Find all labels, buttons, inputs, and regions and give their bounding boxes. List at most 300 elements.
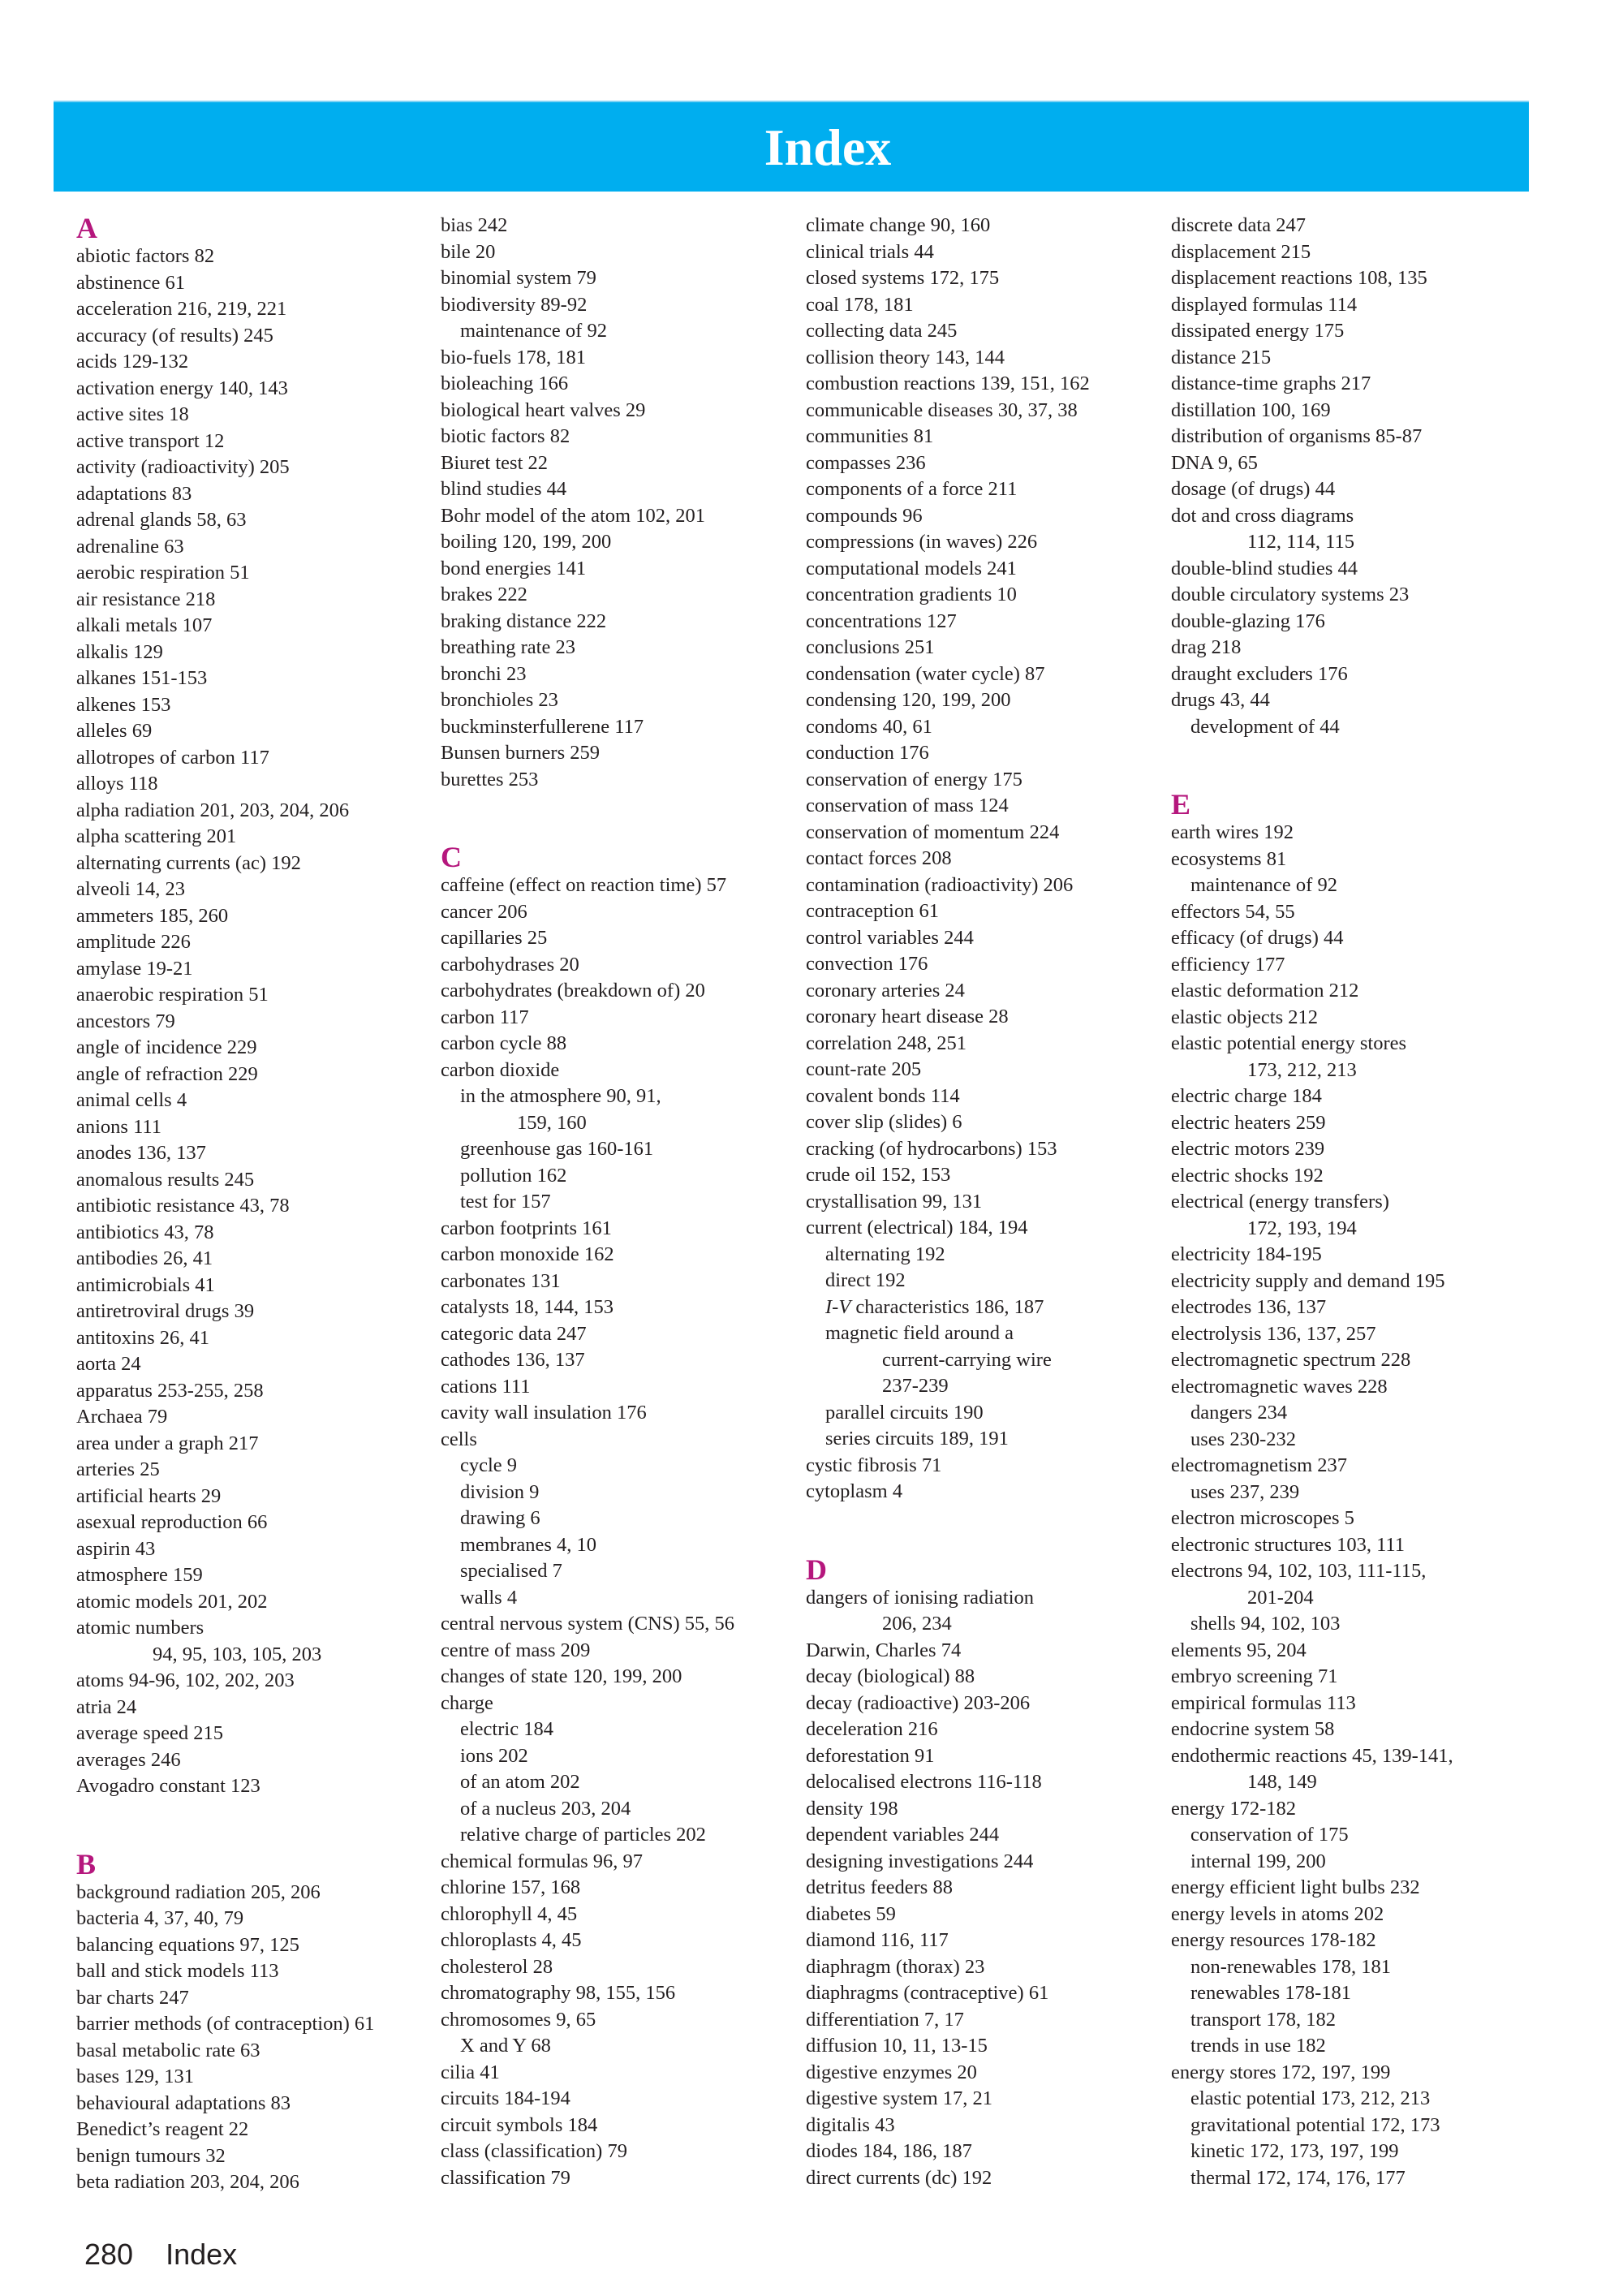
index-entry: distance-time graphs 217 <box>1171 373 1371 394</box>
index-entry: energy levels in atoms 202 <box>1171 1902 1384 1925</box>
index-entry: electricity supply and demand 195 <box>1171 1269 1445 1292</box>
index-entry: embryo screening 71 <box>1171 1665 1338 1687</box>
index-entry: drugs 43, 44 <box>1171 689 1270 711</box>
index-entry: angle of refraction 229 <box>76 1062 258 1085</box>
section-letter: E <box>1171 788 1191 821</box>
index-entry: bias 242 <box>441 214 508 236</box>
index-entry: diaphragms (contraceptive) 61 <box>806 1982 1049 2004</box>
index-subentry: transport 178, 182 <box>1190 2008 1336 2031</box>
index-subentry: ions 202 <box>460 1744 528 1767</box>
index-entry: breathing rate 23 <box>441 636 575 658</box>
index-entry: alkenes 153 <box>76 693 171 716</box>
index-entry: carbonates 131 <box>441 1269 561 1292</box>
index-subentry: renewables 178-181 <box>1190 1982 1351 2004</box>
index-entry: double circulatory systems 23 <box>1171 584 1410 605</box>
index-subentry: non-renewables 178, 181 <box>1190 1955 1391 1978</box>
index-entry: diabetes 59 <box>806 1902 896 1925</box>
index-subentry: cycle 9 <box>460 1454 518 1476</box>
index-entry: electromagnetic spectrum 228 <box>1171 1349 1411 1371</box>
index-entry: beta radiation 203, 204, 206 <box>76 2171 299 2193</box>
index-entry: carbon footprints 161 <box>441 1217 612 1239</box>
index-entry: Biuret test 22 <box>441 451 549 474</box>
index-entry: caffeine (effect on reaction time) 57 <box>441 874 727 896</box>
index-entry: benign tumours 32 <box>76 2144 226 2167</box>
index-entry: electrical (energy transfers) <box>1171 1191 1389 1213</box>
index-entry: covalent bonds 114 <box>806 1084 960 1107</box>
index-entry: compressions (in waves) 226 <box>806 531 1038 553</box>
index-entry: double-glazing 176 <box>1171 610 1325 632</box>
index-subentry: 201-204 <box>1247 1586 1314 1609</box>
index-entry: detritus feeders 88 <box>806 1876 953 1898</box>
index-entry: diamond 116, 117 <box>806 1929 949 1951</box>
index-subentry: electric 184 <box>460 1718 553 1740</box>
index-entry: aerobic respiration 51 <box>76 562 250 584</box>
index-column-2 <box>441 213 798 2191</box>
index-entry: basal metabolic rate 63 <box>76 2039 260 2061</box>
index-entry: alpha scattering 201 <box>76 825 237 847</box>
index-entry: antimicrobials 41 <box>76 1273 215 1296</box>
index-entry: bond energies 141 <box>441 557 587 579</box>
index-entry: acids 129-132 <box>76 351 189 373</box>
index-entry: cholesterol 28 <box>441 1955 553 1978</box>
index-entry: aorta 24 <box>76 1353 141 1375</box>
index-entry: apparatus 253-255, 258 <box>76 1379 264 1402</box>
index-entry: biological heart valves 29 <box>441 398 646 421</box>
index-subentry: 172, 193, 194 <box>1247 1217 1357 1239</box>
index-entry: efficiency 177 <box>1171 953 1285 976</box>
index-entry: biodiversity 89-92 <box>441 293 588 316</box>
index-entry: background radiation 205, 206 <box>76 1880 321 1903</box>
index-entry: changes of state 120, 199, 200 <box>441 1665 682 1687</box>
index-entry: conservation of energy 175 <box>806 768 1022 790</box>
index-subentry: kinetic 172, 173, 197, 199 <box>1190 2140 1399 2162</box>
index-subentry: magnetic field around a <box>825 1322 1014 1344</box>
index-entry: adrenaline 63 <box>76 535 184 558</box>
index-entry: collecting data 245 <box>806 320 958 342</box>
index-entry: energy efficient light bulbs 232 <box>1171 1876 1420 1898</box>
index-entry: cavity wall insulation 176 <box>441 1402 647 1424</box>
index-entry: chemical formulas 96, 97 <box>441 1850 644 1872</box>
index-entry: correlation 248, 251 <box>806 1032 966 1054</box>
section-letter: B <box>76 1847 97 1880</box>
index-subentry: membranes 4, 10 <box>460 1533 597 1556</box>
index-subentry: thermal 172, 174, 176, 177 <box>1190 2166 1406 2189</box>
index-entry: endocrine system 58 <box>1171 1718 1335 1740</box>
index-entry: concentration gradients 10 <box>806 584 1017 605</box>
index-entry: anaerobic respiration 51 <box>76 984 269 1006</box>
index-entry: artificial hearts 29 <box>76 1484 222 1507</box>
index-entry: buckminsterfullerene 117 <box>441 715 644 738</box>
index-entry: elastic deformation 212 <box>1171 980 1359 1002</box>
index-entry: condensing 120, 199, 200 <box>806 689 1011 711</box>
index-entry: behavioural adaptations 83 <box>76 2091 291 2114</box>
index-entry: alkanes 151-153 <box>76 667 208 689</box>
index-entry: decay (radioactive) 203-206 <box>806 1691 1031 1714</box>
index-entry: carbon 117 <box>441 1006 529 1028</box>
index-entry: Bohr model of the atom 102, 201 <box>441 504 705 527</box>
index-entry: electron microscopes 5 <box>1171 1507 1354 1529</box>
index-subentry: pollution 162 <box>460 1164 567 1187</box>
index-entry: chromatography 98, 155, 156 <box>441 1982 676 2004</box>
index-entry: dissipated energy 175 <box>1171 320 1345 342</box>
index-subentry: X and Y 68 <box>460 2035 551 2057</box>
index-entry: atoms 94-96, 102, 202, 203 <box>76 1669 295 1691</box>
index-entry: class (classification) 79 <box>441 2140 627 2162</box>
index-entry: contact forces 208 <box>806 847 952 869</box>
index-subentry: 173, 212, 213 <box>1247 1058 1357 1081</box>
index-entry: energy 172-182 <box>1171 1797 1296 1820</box>
italic-term: I-V <box>825 1295 851 1318</box>
index-entry: direct currents (dc) 192 <box>806 2166 992 2189</box>
index-entry: count-rate 205 <box>806 1058 922 1080</box>
index-subentry: dangers 234 <box>1190 1402 1288 1424</box>
index-entry: electromagnetic waves 228 <box>1171 1375 1388 1398</box>
index-subentry: internal 199, 200 <box>1190 1850 1326 1872</box>
index-entry: catalysts 18, 144, 153 <box>441 1296 613 1318</box>
index-subentry: 237-239 <box>882 1375 949 1397</box>
index-entry: distribution of organisms 85-87 <box>1171 425 1423 447</box>
index-entry: electrons 94, 102, 103, 111-115, <box>1171 1560 1427 1582</box>
index-entry: bacteria 4, 37, 40, 79 <box>76 1907 244 1929</box>
index-entry: discrete data 247 <box>1171 214 1306 236</box>
index-entry: elements 95, 204 <box>1171 1639 1307 1661</box>
index-entry: antiretroviral drugs 39 <box>76 1300 255 1322</box>
index-entry: coronary arteries 24 <box>806 979 965 1002</box>
index-subentry: in the atmosphere 90, 91, <box>460 1085 661 1107</box>
index-subentry: shells 94, 102, 103 <box>1190 1613 1341 1635</box>
index-entry: asexual reproduction 66 <box>76 1511 268 1533</box>
index-entry: displacement reactions 108, 135 <box>1171 267 1427 289</box>
index-entry: chlorophyll 4, 45 <box>441 1902 578 1925</box>
entry-text: characteristics 186, 187 <box>850 1295 1044 1318</box>
index-entry: atmosphere 159 <box>76 1564 203 1586</box>
index-entry: designing investigations 244 <box>806 1850 1034 1872</box>
index-subentry: maintenance of 92 <box>1190 874 1337 896</box>
index-entry: atria 24 <box>76 1695 137 1718</box>
index-entry: bile 20 <box>441 240 496 263</box>
index-entry: electronic structures 103, 111 <box>1171 1533 1406 1556</box>
index-subentry: greenhouse gas 160-161 <box>460 1138 654 1160</box>
index-subentry: uses 230-232 <box>1190 1428 1296 1450</box>
index-subentry: drawing 6 <box>460 1507 540 1529</box>
index-entry: classification 79 <box>441 2166 570 2189</box>
index-entry: alkali metals 107 <box>76 614 213 636</box>
index-entry: bio-fuels 178, 181 <box>441 346 586 368</box>
index-entry: condoms 40, 61 <box>806 715 932 738</box>
index-entry: communities 81 <box>806 425 934 447</box>
index-entry: alternating currents (ac) 192 <box>76 851 301 874</box>
index-subentry: 206, 234 <box>882 1613 952 1635</box>
index-entry: activation energy 140, 143 <box>76 377 288 399</box>
index-entry: dosage (of drugs) 44 <box>1171 478 1336 500</box>
index-entry: current (electrical) 184, 194 <box>806 1217 1028 1238</box>
index-entry: carbon monoxide 162 <box>441 1243 614 1265</box>
index-subentry: gravitational potential 172, 173 <box>1190 2113 1440 2136</box>
index-entry: antibodies 26, 41 <box>76 1247 213 1269</box>
index-subentry: specialised 7 <box>460 1560 562 1582</box>
index-entry: burettes 253 <box>441 768 539 790</box>
index-entry: chloroplasts 4, 45 <box>441 1929 582 1951</box>
index-entry: carbohydrates (breakdown of) 20 <box>441 980 705 1002</box>
page-number: 280 <box>84 2238 134 2271</box>
index-entry: carbon dioxide <box>441 1058 560 1081</box>
index-entry: bases 129, 131 <box>76 2066 194 2087</box>
index-subentry: walls 4 <box>460 1586 518 1609</box>
index-entry: cytoplasm 4 <box>806 1480 903 1502</box>
index-subentry: relative charge of particles 202 <box>460 1824 706 1846</box>
index-entry: central nervous system (CNS) 55, 56 <box>441 1613 734 1635</box>
index-entry: electric charge 184 <box>1171 1085 1322 1107</box>
index-entry: condensation (water cycle) 87 <box>806 662 1045 685</box>
index-entry: compounds 96 <box>806 504 923 527</box>
index-entry: anomalous results 245 <box>76 1168 255 1191</box>
index-entry: conduction 176 <box>806 742 929 764</box>
index-entry: animal cells 4 <box>76 1089 187 1111</box>
index-entry: allotropes of carbon 117 <box>76 746 269 769</box>
index-entry: DNA 9, 65 <box>1171 451 1258 474</box>
index-entry: empirical formulas 113 <box>1171 1691 1356 1714</box>
index-entry: electrodes 136, 137 <box>1171 1296 1327 1318</box>
index-entry: coronary heart disease 28 <box>806 1006 1009 1027</box>
index-entry: cover slip (slides) 6 <box>806 1111 962 1133</box>
index-entry: area under a graph 217 <box>76 1432 259 1454</box>
index-subentry: 159, 160 <box>517 1111 587 1134</box>
index-entry: anodes 136, 137 <box>76 1142 206 1164</box>
index-entry: active transport 12 <box>76 429 225 452</box>
index-entry: concentrations 127 <box>806 610 957 632</box>
index-entry: bronchi 23 <box>441 662 527 685</box>
index-entry: chromosomes 9, 65 <box>441 2008 596 2031</box>
index-entry: cancer 206 <box>441 900 527 923</box>
index-subentry: division 9 <box>460 1480 540 1503</box>
index-entry: anions 111 <box>76 1115 162 1138</box>
index-subentry: conservation of 175 <box>1190 1824 1349 1846</box>
index-entry: ball and stick models 113 <box>76 1960 279 1982</box>
index-entry: crystallisation 99, 131 <box>806 1190 983 1213</box>
index-subentry: current-carrying wire <box>882 1348 1052 1371</box>
index-entry: alpha radiation 201, 203, 204, 206 <box>76 799 350 821</box>
index-entry: amylase 19-21 <box>76 957 193 980</box>
index-entry: carbohydrases 20 <box>441 953 579 976</box>
index-entry: abstinence 61 <box>76 271 186 294</box>
index-subentry: 148, 149 <box>1247 1771 1317 1793</box>
index-entry: abiotic factors 82 <box>76 245 215 267</box>
index-entry: ecosystems 81 <box>1171 847 1287 870</box>
index-entry: active sites 18 <box>76 403 189 425</box>
index-entry: energy resources 178-182 <box>1171 1929 1376 1951</box>
index-entry: capillaries 25 <box>441 927 548 949</box>
index-entry: electrolysis 136, 137, 257 <box>1171 1322 1376 1345</box>
index-entry: conservation of mass 124 <box>806 795 1009 816</box>
index-entry: combustion reactions 139, 151, 162 <box>806 373 1090 394</box>
index-entry: alveoli 14, 23 <box>76 878 186 900</box>
index-entry: decay (biological) 88 <box>806 1665 975 1687</box>
index-entry: electric shocks 192 <box>1171 1164 1324 1187</box>
section-gap <box>441 793 798 842</box>
index-entry: adrenal glands 58, 63 <box>76 509 247 531</box>
index-entry: Darwin, Charles 74 <box>806 1639 962 1661</box>
index-entry: distillation 100, 169 <box>1171 398 1331 421</box>
section-gap <box>806 1506 1163 1554</box>
index-entry: atomic numbers <box>76 1617 204 1639</box>
index-entry: chlorine 157, 168 <box>441 1876 581 1898</box>
index-entry: diodes 184, 186, 187 <box>806 2140 972 2162</box>
index-entry: cells <box>441 1428 477 1450</box>
index-entry: density 198 <box>806 1797 898 1820</box>
index-entry: antitoxins 26, 41 <box>76 1326 210 1349</box>
index-entry: accuracy (of results) 245 <box>76 324 273 347</box>
index-entry: cystic fibrosis 71 <box>806 1454 942 1476</box>
index-entry: convection 176 <box>806 953 928 975</box>
index-entry: contraception 61 <box>806 900 939 922</box>
index-entry: endothermic reactions 45, 139-141, <box>1171 1744 1453 1767</box>
index-entry: compasses 236 <box>806 451 926 474</box>
index-entry: digestive enzymes 20 <box>806 2061 977 2083</box>
index-entry: blind studies 44 <box>441 478 567 500</box>
index-entry: differentiation 7, 17 <box>806 2008 964 2031</box>
index-entry: ammeters 185, 260 <box>76 904 229 927</box>
index-subentry: elastic potential 173, 212, 213 <box>1190 2087 1431 2109</box>
section-letter: A <box>76 212 97 244</box>
index-entry: charge <box>441 1691 493 1714</box>
index-entry: drag 218 <box>1171 636 1242 658</box>
page-footer <box>84 2238 261 2271</box>
index-entry: crude oil 152, 153 <box>806 1164 951 1186</box>
index-entry: delocalised electrons 116-118 <box>806 1771 1042 1793</box>
index-subentry: 94, 95, 103, 105, 203 <box>153 1643 322 1665</box>
section-letter: C <box>441 841 462 873</box>
index-entry: Avogadro constant 123 <box>76 1775 260 1797</box>
index-subentry: of a nucleus 203, 204 <box>460 1797 631 1820</box>
index-entry: brakes 222 <box>441 584 527 605</box>
section-gap <box>1171 740 1528 789</box>
index-entry: angle of incidence 229 <box>76 1036 257 1058</box>
index-entry: diffusion 10, 11, 13-15 <box>806 2035 988 2057</box>
index-entry: cations 111 <box>441 1375 531 1398</box>
index-entry: cilia 41 <box>441 2061 500 2083</box>
index-entry: acceleration 216, 219, 221 <box>76 298 287 320</box>
index-entry: elastic objects 212 <box>1171 1006 1318 1028</box>
index-entry: distance 215 <box>1171 346 1272 368</box>
index-entry: arteries 25 <box>76 1458 160 1480</box>
index-entry: Bunsen burners 259 <box>441 742 600 764</box>
index-entry: alkalis 129 <box>76 640 163 663</box>
index-entry: digitalis 43 <box>806 2113 895 2136</box>
index-subentry: test for 157 <box>460 1191 551 1213</box>
index-entry: double-blind studies 44 <box>1171 557 1358 579</box>
index-entry: antibiotics 43, 78 <box>76 1221 214 1243</box>
index-entry: displacement 215 <box>1171 240 1311 263</box>
index-subentry: alternating 192 <box>825 1243 945 1265</box>
index-entry: boiling 120, 199, 200 <box>441 531 612 553</box>
index-entry: climate change 90, 160 <box>806 214 991 236</box>
index-entry: categoric data 247 <box>441 1322 587 1345</box>
index-entry: cracking (of hydrocarbons) 153 <box>806 1137 1057 1160</box>
index-entry: adaptations 83 <box>76 482 192 505</box>
index-subentry: 112, 114, 115 <box>1247 531 1355 553</box>
index-subentry: series circuits 189, 191 <box>825 1428 1009 1450</box>
index-entry: Archaea 79 <box>76 1406 168 1428</box>
index-entry: contamination (radioactivity) 206 <box>806 873 1074 896</box>
index-column-3 <box>806 213 1163 2191</box>
index-entry: draught excluders 176 <box>1171 662 1348 685</box>
index-entry: balancing equations 97, 125 <box>76 1933 299 1956</box>
index-entry: coal 178, 181 <box>806 293 914 316</box>
index-entry: digestive system 17, 21 <box>806 2087 993 2109</box>
index-entry: dot and cross diagrams <box>1171 504 1354 527</box>
index-entry: deceleration 216 <box>806 1718 938 1740</box>
index-subentry: development of 44 <box>1190 715 1340 738</box>
index-column-1 <box>76 213 433 2196</box>
index-subentry: parallel circuits 190 <box>825 1401 984 1424</box>
index-subentry: trends in use 182 <box>1190 2035 1326 2057</box>
index-entry: binomial system 79 <box>441 267 596 289</box>
index-entry: cathodes 136, 137 <box>441 1349 585 1371</box>
index-entry: clinical trials 44 <box>806 240 934 263</box>
index-entry: circuits 184-194 <box>441 2087 570 2109</box>
index-entry: amplitude 226 <box>76 931 191 953</box>
index-entry: alloys 118 <box>76 773 158 795</box>
index-subentry: maintenance of 92 <box>460 320 607 342</box>
index-entry: activity (radioactivity) 205 <box>76 456 290 478</box>
index-entry: averages 246 <box>76 1748 181 1771</box>
index-entry: dangers of ionising radiation <box>806 1586 1035 1609</box>
index-entry: displayed formulas 114 <box>1171 293 1358 316</box>
index-entry: braking distance 222 <box>441 610 607 632</box>
index-entry: diaphragm (thorax) 23 <box>806 1955 985 1978</box>
index-entry: efficacy (of drugs) 44 <box>1171 927 1344 949</box>
index-entry: electromagnetism 237 <box>1171 1454 1348 1476</box>
index-entry: centre of mass 209 <box>441 1639 591 1661</box>
index-subentry: of an atom 202 <box>460 1771 580 1793</box>
index-entry: components of a force 211 <box>806 478 1018 500</box>
page-title: Index <box>764 118 892 176</box>
index-entry: collision theory 143, 144 <box>806 346 1005 368</box>
index-subentry: uses 237, 239 <box>1190 1480 1300 1503</box>
index-banner <box>54 101 1529 192</box>
index-entry: biotic factors 82 <box>441 425 570 447</box>
index-entry: alleles 69 <box>76 720 153 742</box>
index-entry: circuit symbols 184 <box>441 2113 598 2136</box>
index-entry: aspirin 43 <box>76 1537 156 1560</box>
index-entry: communicable diseases 30, 37, 38 <box>806 398 1078 421</box>
index-subentry <box>806 1294 1163 1321</box>
index-entry: electric motors 239 <box>1171 1138 1325 1160</box>
index-entry: bioleaching 166 <box>441 373 569 394</box>
index-entry: electric heaters 259 <box>1171 1111 1326 1134</box>
index-entry: energy stores 172, 197, 199 <box>1171 2061 1391 2083</box>
index-entry: average speed 215 <box>76 1722 223 1744</box>
index-entry: elastic potential energy stores <box>1171 1032 1407 1054</box>
index-entry: Benedict’s reagent 22 <box>76 2118 249 2140</box>
index-entry: earth wires 192 <box>1171 821 1294 843</box>
section-gap <box>76 1800 433 1849</box>
footer-section-label: Index <box>166 2238 238 2271</box>
index-entry: carbon cycle 88 <box>441 1032 567 1054</box>
index-entry: conservation of momentum 224 <box>806 821 1060 843</box>
index-entry: deforestation 91 <box>806 1744 935 1767</box>
index-entry: control variables 244 <box>806 926 974 949</box>
index-entry: conclusions 251 <box>806 636 935 658</box>
section-letter: D <box>806 1553 827 1586</box>
index-entry: bar charts 247 <box>76 1986 189 2009</box>
index-entry: dependent variables 244 <box>806 1824 1000 1846</box>
index-entry: ancestors 79 <box>76 1010 175 1032</box>
index-entry: closed systems 172, 175 <box>806 267 1000 289</box>
index-column-4 <box>1171 213 1528 2191</box>
index-entry: bronchioles 23 <box>441 689 558 711</box>
index-entry: antibiotic resistance 43, 78 <box>76 1195 290 1217</box>
